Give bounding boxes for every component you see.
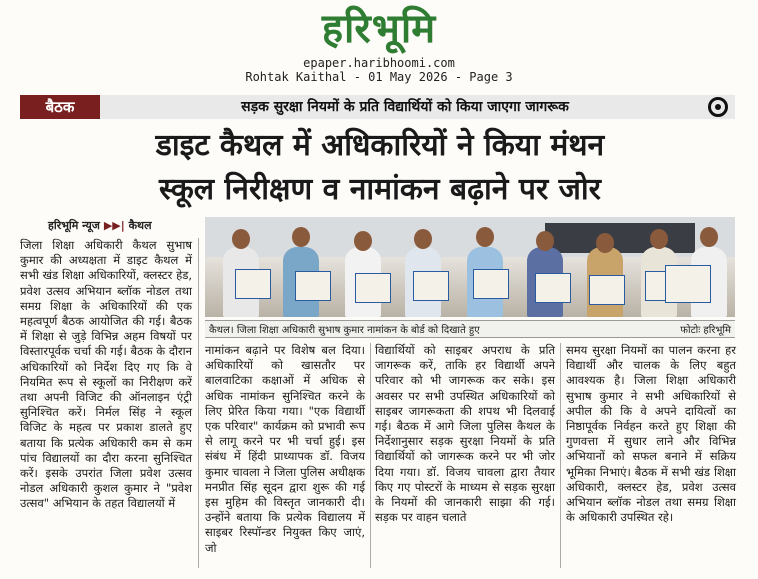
photo-head bbox=[414, 229, 432, 249]
logo-text: हरिभूमि bbox=[321, 6, 437, 52]
photo-caption-bar bbox=[205, 320, 735, 338]
target-icon bbox=[708, 97, 728, 117]
photo-head bbox=[232, 229, 250, 249]
epaper-url: epaper.haribhoomi.com bbox=[303, 56, 455, 70]
news-photo bbox=[205, 217, 735, 317]
kicker-bar bbox=[20, 95, 735, 119]
article-column-3: विद्यार्थियों को साइबर अपराध के प्रति जागरूक करें, ताकि हर विद्यार्थी अपने परिवार को भी जागरूक कर सके। इस अवसर पर सभी उपस्थित अधिकारियों को साइबर जागरूकता की शपथ भी दिलवाई गई। बैठक में आगे जिला पुलिस कैथल के निर्देशानुसार सड़क सुरक्षा नियमों के प्रति विद्यार्थियों को जागरूक करने पर भी जोर दिया गया। डॉ. विजय चावला द्वारा तैयार किए गए पोस्टरों के माध्यम से सड़क सुरक्षा के नियमों की जानकारी साझा की गई। सड़क पर वाहन चलाते bbox=[375, 343, 555, 525]
photo-board bbox=[589, 275, 625, 305]
byline-source: हरिभूमि न्यूज bbox=[48, 219, 100, 232]
photo-board bbox=[473, 269, 509, 299]
kicker-text: सड़क सुरक्षा नियमों के प्रति विद्यार्थियों को किया जाएगा जागरूक bbox=[241, 99, 569, 115]
headline bbox=[20, 124, 740, 212]
byline bbox=[48, 218, 152, 233]
photo-head bbox=[354, 231, 372, 251]
photo-screen bbox=[545, 223, 695, 253]
photo-caption: कैथल। जिला शिक्षा अधिकारी सुभाष कुमार नामांकन के बोर्ड को दिखाते हुए bbox=[209, 325, 480, 336]
masthead bbox=[0, 0, 758, 92]
arrow-icon: ▶▶| bbox=[103, 219, 125, 232]
photo-head bbox=[700, 227, 718, 247]
photo-board bbox=[665, 265, 711, 303]
photo-head bbox=[536, 231, 554, 251]
photo-board bbox=[235, 269, 271, 299]
photo-head bbox=[650, 229, 668, 249]
kicker-tag: बैठक bbox=[20, 95, 100, 119]
photo-board bbox=[355, 273, 391, 303]
article-column-1: जिला शिक्षा अधिकारी कैथल सुभाष कुमार की अध्यक्षता में डाइट कैथल में सभी खंड शिक्षा अधिकारियों, क्लस्टर हेड, प्रवेश उत्सव अभियान ब्लॉक नोडल तथा समग्र शिक्षा के अधिकारियों की एक महत्वपूर्ण बैठक आयोजित की गई। बैठक में शिक्षा से जुड़े विभिन्न अहम विषयों पर विस्तारपूर्वक चर्चा की गई। बैठक के दौरान अधिकारियों को निर्देश दिए गए कि वे नियमित रूप से स्कूलों का निरीक्षण करें तथा अपनी विजिट की ऑनलाइन एंट्री सुनिश्चित करें। निर्मल सिंह ने स्कूल विजिट के महत्व पर प्रकाश डालते हुए बताया कि प्रत्येक अधिकारी कम से कम पांच विद्यालयों का दौरा करना सुनिश्चित करें। इसके उपरांत जिला प्रवेश उत्सव नोडल अधिकारी कुशल कुमार ने "प्रवेश उत्सव" अभियान के तहत विद्यालयों में bbox=[20, 238, 192, 511]
edition-line: Rohtak Kaithal - 01 May 2026 - Page 3 bbox=[245, 70, 513, 84]
headline-line-2: स्कूल निरीक्षण व नामांकन बढ़ाने पर जोर bbox=[159, 172, 601, 207]
photo-board bbox=[535, 273, 571, 303]
newspaper-logo bbox=[262, 4, 496, 54]
photo-credit: फोटोः हरिभूमि bbox=[680, 325, 731, 336]
column-divider bbox=[560, 343, 561, 568]
photo-board bbox=[413, 271, 449, 301]
photo-head bbox=[596, 233, 614, 253]
article-column-4: समय सुरक्षा नियमों का पालन करना हर विद्यार्थी और चालक के लिए बहुत आवश्यक है। जिला शिक्षा अधिकारी सुभाष कुमार ने सभी अधिकारियों से अपील की कि वे अपने दायित्वों का निष्ठापूर्वक निर्वहन करते हुए शिक्षा की गुणवत्ता में सुधार लाने और विभिन्न अभियानों को सफल बनाने में सक्रिय भूमिका निभाएं। बैठक में सभी खंड शिक्षा अधिकारी, क्लस्टर हेड, प्रवेश उत्सव अभियान ब्लॉक नोडल तथा समग्र शिक्षा के अधिकारी उपस्थित रहे। bbox=[566, 343, 736, 525]
headline-line-1: डाइट कैथल में अधिकारियों ने किया मंथन bbox=[155, 128, 605, 163]
photo-board bbox=[295, 271, 331, 301]
article-column-2: नामांकन बढ़ाने पर विशेष बल दिया। अधिकारियों को खासतौर पर बालवाटिका कक्षाओं में अधिक से अधिक नामांकन सुनिश्चित करने के लिए प्रेरित किया गया। "एक विद्यार्थी एक परिवार" कार्यक्रम को प्रभावी रूप से लागू करने पर भी चर्चा हुई। इस संबंध में हिंदी प्राध्यापक डॉ. विजय कुमार चावला ने जिला पुलिस अधीक्षक मनप्रीत सिंह सूदन द्वारा शुरू की गई इस मुहिम की विस्तृत जानकारी दी। उन्होंने बताया कि प्रत्येक विद्यालय में साइबर रिस्पॉन्डर नियुक्त किए जाएं, जो bbox=[205, 343, 365, 555]
byline-place: कैथल bbox=[128, 219, 152, 232]
column-divider bbox=[198, 238, 199, 568]
photo-head bbox=[476, 227, 494, 247]
photo-head bbox=[292, 227, 310, 247]
column-divider bbox=[370, 343, 371, 568]
